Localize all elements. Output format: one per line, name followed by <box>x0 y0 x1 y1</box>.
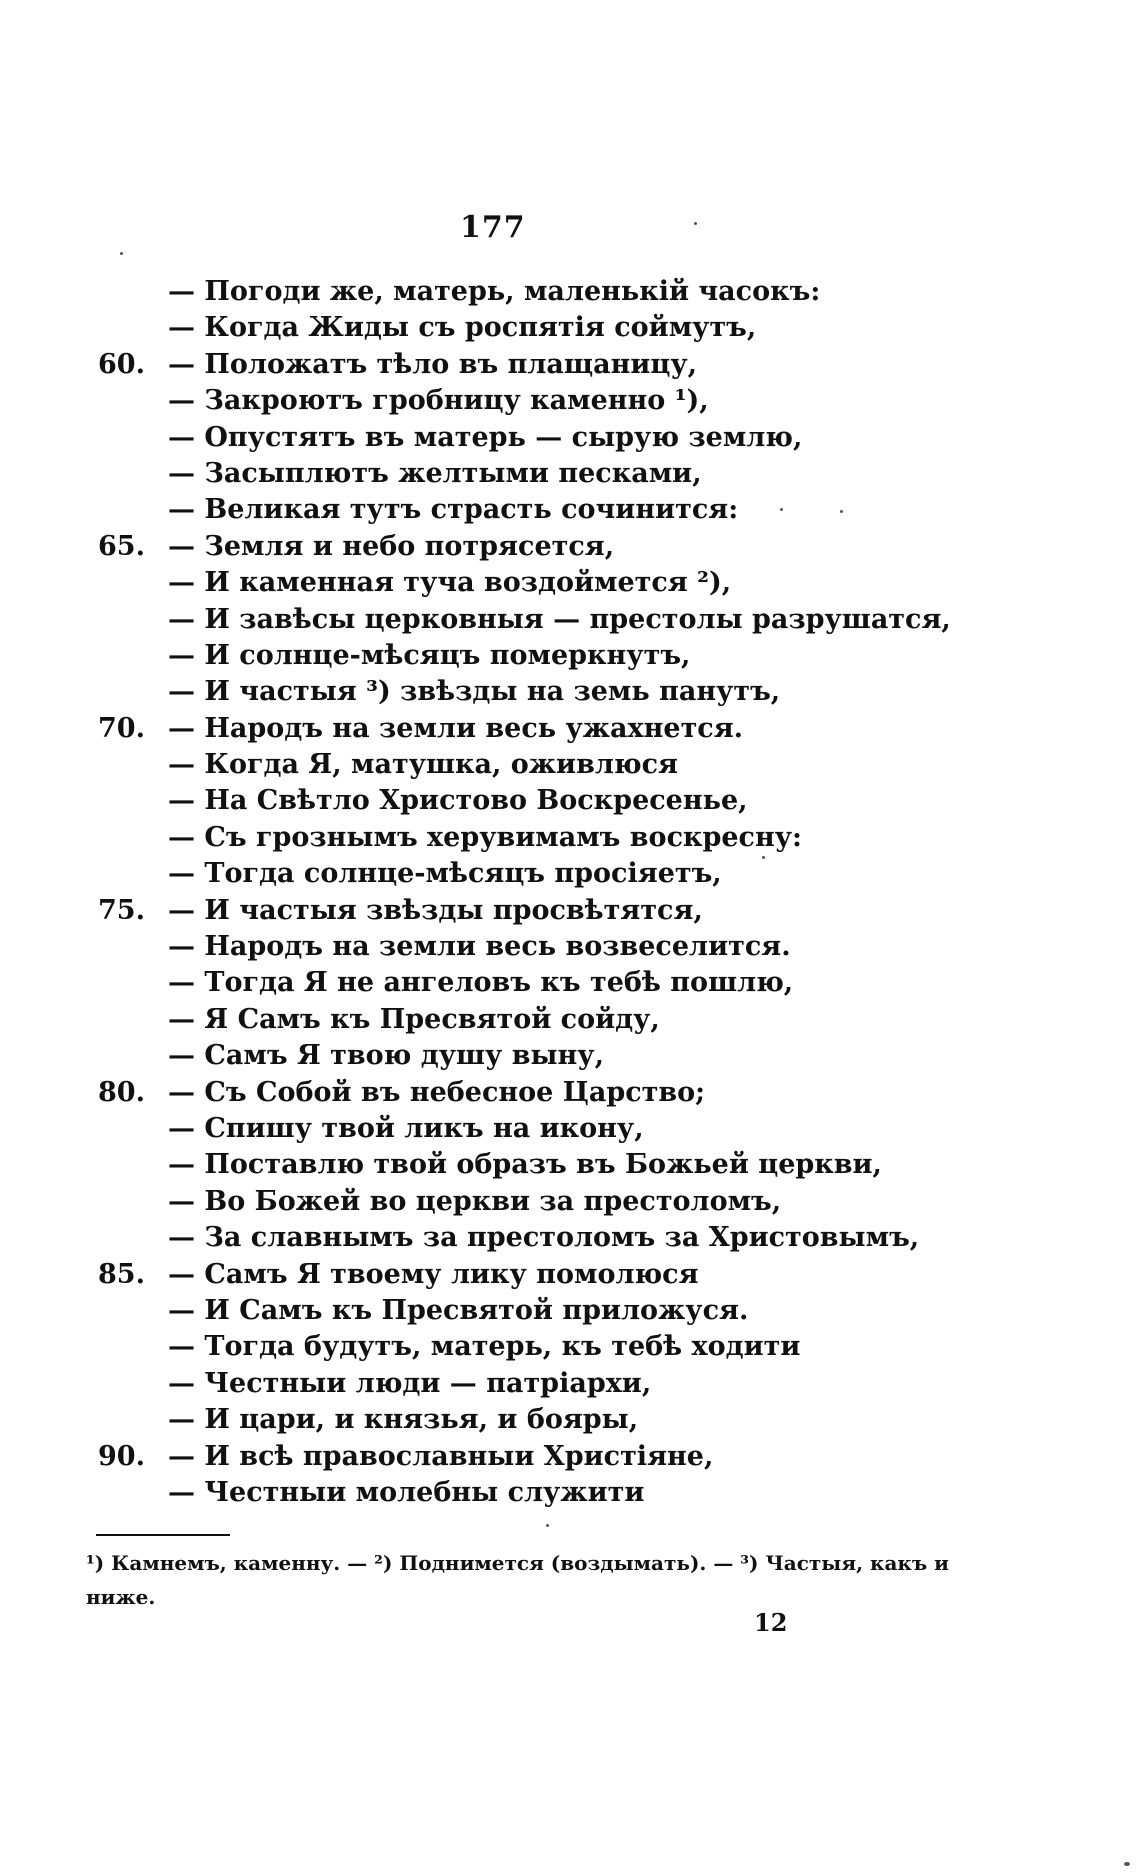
verse-line <box>0 638 1140 674</box>
print-speck <box>546 1524 549 1527</box>
page-number: 177 <box>460 210 526 245</box>
verse-line <box>0 1402 1140 1438</box>
verse-line <box>0 383 1140 419</box>
footnote <box>86 1546 950 1614</box>
line-number: 65. <box>98 530 145 562</box>
line-number: 70. <box>98 712 145 744</box>
line-text: — Самъ Я твоему лику помолюся <box>168 1258 699 1290</box>
line-text: — Честныи люди — патріархи, <box>168 1367 652 1399</box>
signature-mark: 12 <box>754 1608 788 1637</box>
line-text: — Честныи молебны служити <box>168 1476 645 1508</box>
line-text: — Поставлю твой образъ въ Божьей церкви, <box>168 1149 882 1181</box>
footnote-line: ниже. <box>86 1585 156 1609</box>
verse-line <box>0 820 1140 856</box>
verse-line <box>0 565 1140 601</box>
verse-line <box>0 893 1140 929</box>
footnote-line: ¹) Камнемъ, каменну. — ²) Поднимется (воздымать). — ³) Частыя, какъ и <box>86 1551 950 1575</box>
line-text: — Великая тутъ страсть сочинится: <box>168 494 739 526</box>
verse-line <box>0 1184 1140 1220</box>
line-text: — И частыя ³) звѣзды на земь панутъ, <box>168 676 781 708</box>
line-text: — Погоди же, матерь, маленькій часокъ: <box>168 276 821 307</box>
verse-line <box>0 965 1140 1001</box>
line-text: — И цари, и князья, и бояры, <box>168 1404 639 1436</box>
line-number: 80. <box>98 1076 145 1108</box>
line-text: — Засыплютъ желтыми песками, <box>168 457 702 489</box>
print-speck <box>694 222 697 225</box>
verse-line <box>0 1002 1140 1038</box>
line-text: — Земля и небо потрясется, <box>168 530 615 562</box>
line-text: — Съ Собой въ небесное Царство; <box>168 1076 706 1108</box>
print-speck <box>120 252 123 255</box>
print-speck <box>762 856 765 859</box>
line-text: — Тогда солнце-мѣсяцъ просіяетъ, <box>168 858 722 890</box>
print-speck <box>780 508 783 511</box>
line-text: — Закроютъ гробницу каменно ¹), <box>168 385 709 417</box>
verse-line <box>0 783 1140 819</box>
verse-block <box>0 274 1140 1511</box>
verse-line <box>0 529 1140 565</box>
verse-line <box>0 929 1140 965</box>
verse-line <box>0 1293 1140 1329</box>
verse-line <box>0 1147 1140 1183</box>
line-number: 75. <box>98 894 145 926</box>
verse-line <box>0 456 1140 492</box>
verse-line <box>0 674 1140 710</box>
line-text: — Съ грознымъ херувимамъ воскресну: <box>168 821 803 853</box>
verse-line <box>0 310 1140 346</box>
verse-line <box>0 1220 1140 1256</box>
line-text: — Тогда будутъ, матерь, къ тебѣ ходити <box>168 1331 801 1363</box>
verse-line <box>0 1439 1140 1475</box>
line-text: — За славнымъ за престоломъ за Христовымъ, <box>168 1222 920 1254</box>
print-speck <box>840 510 843 513</box>
line-text: — И Самъ къ Пресвятой приложуся. <box>168 1294 749 1326</box>
line-text: — Народъ на земли весь возвеселится. <box>168 931 791 963</box>
line-number: 60. <box>98 348 145 380</box>
verse-line <box>0 1111 1140 1147</box>
verse-line <box>0 492 1140 528</box>
line-text: — Тогда Я не ангеловъ къ тебѣ пошлю, <box>168 967 794 999</box>
line-text: — И завѣсы церковныя — престолы разрушатся, <box>168 603 951 635</box>
footnote-divider <box>96 1534 230 1536</box>
verse-line <box>0 602 1140 638</box>
line-number: 85. <box>98 1258 145 1290</box>
verse-line <box>0 711 1140 747</box>
line-number: 90. <box>98 1440 145 1472</box>
line-text: — Положатъ тѣло въ плащаницу, <box>168 348 698 380</box>
verse-line <box>0 856 1140 892</box>
print-speck <box>1124 1862 1130 1866</box>
verse-line <box>0 420 1140 456</box>
verse-line <box>0 747 1140 783</box>
line-text: — Во Божей во церкви за престоломъ, <box>168 1185 782 1217</box>
line-text: — И каменная туча воздоймется ²), <box>168 567 732 599</box>
verse-line <box>0 1329 1140 1365</box>
line-text: — И солнце-мѣсяцъ померкнутъ, <box>168 639 691 671</box>
line-text: — Народъ на земли весь ужахнется. <box>168 712 744 744</box>
verse-line <box>0 1038 1140 1074</box>
line-text: — На Свѣтло Христово Воскресенье, <box>168 785 748 817</box>
line-text: — Я Самъ къ Пресвятой сойду, <box>168 1003 660 1035</box>
line-text: — Когда Я, матушка, оживлюся <box>168 749 678 781</box>
verse-line <box>0 347 1140 383</box>
line-text: — Спишу твой ликъ на икону, <box>168 1112 644 1144</box>
verse-line <box>0 274 1140 310</box>
verse-line <box>0 1366 1140 1402</box>
line-text: — Самъ Я твою душу выну, <box>168 1040 604 1072</box>
line-text: — Когда Жиды съ роспятія соймутъ, <box>168 312 757 344</box>
verse-line <box>0 1257 1140 1293</box>
line-text: — И всѣ православныи Христіяне, <box>168 1440 714 1472</box>
verse-line <box>0 1475 1140 1511</box>
line-text: — И частыя звѣзды просвѣтятся, <box>168 894 703 926</box>
line-text: — Опустятъ въ матерь — сырую землю, <box>168 421 803 453</box>
verse-line <box>0 1075 1140 1111</box>
